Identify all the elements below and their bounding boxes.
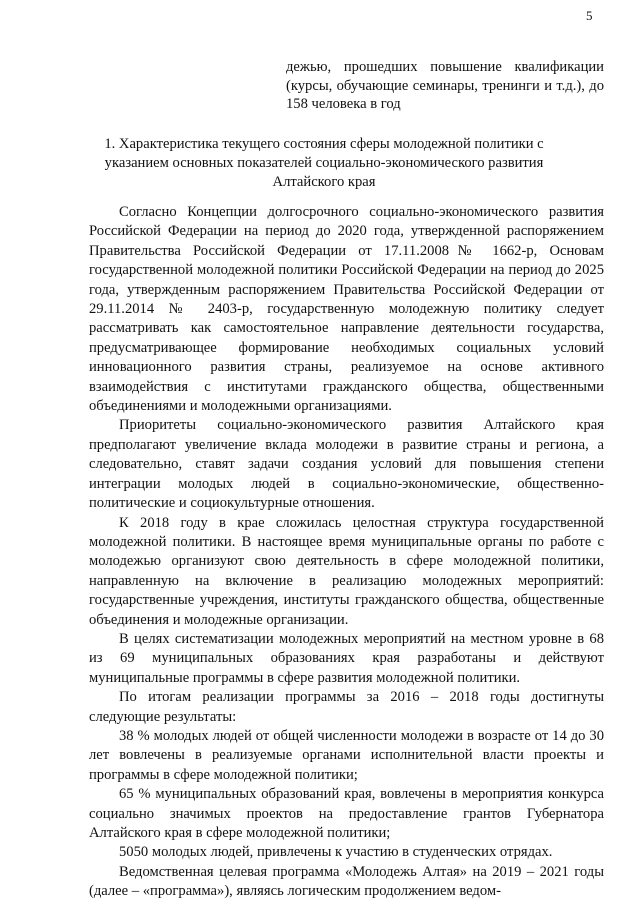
paragraph: К 2018 году в крае сложилась целостная структура государственной молодежной политики. В настоящее время муниципальные органы по работе с молодежью организуют свою деятельность в сфере молодежной политики, направленную на включение в реализацию молодежных мероприятий: государственные учреждения, институты гражданского общества, общественные объединения и молодежные организации. [89, 514, 604, 628]
paragraph: В целях систематизации молодежных мероприятий на местном уровне в 68 из 69 муниципальных образованиях края разработаны и действуют муниципальные программы в сфере развития молодежной политики. [89, 630, 604, 686]
paragraph: 65 % муниципальных образований края, вовлечены в мероприятия конкурса социально значимых проектов на предоставление грантов Губернатора Алтайского края в сфере молодежной политики; [89, 786, 604, 841]
paragraph: По итогам реализации программы за 2016 – 2018 годы достигнуты следующие результаты: [89, 689, 604, 725]
paragraph: Приоритеты социально-экономического развития Алтайского края предполагают увеличение вклада молодежи в развитие страны и региона, а следовательно, ставят задачи создания условий для повышения степени интеграции молодых людей в социально-экономические, общественно-политические и социокультурные отношения. [89, 417, 604, 512]
body-text [89, 203, 604, 902]
paragraph: Ведомственная целевая программа «Молодежь Алтая» на 2019 – 2021 годы (далее – «программа»), являясь логическим продолжением ведом- [89, 863, 604, 900]
paragraph: 38 % молодых людей от общей численности молодежи в возрасте от 14 до 30 лет вовлечены в реализуемые органами исполнительной власти проекты и программы в сфере молодежной политики; [89, 727, 604, 783]
page-number: 5 [586, 8, 593, 23]
section-heading: 1. Характеристика текущего состояния сферы молодежной политики с указанием основных показателей социально-экономического развития Алтайского края [104, 136, 544, 190]
paragraph: Согласно Концепции долгосрочного социально-экономического развития Российской Федерации на период до 2020 года, утвержденной распоряжением Правительства Российской Федерации от 17.11.2008№ 1662-р, Основам государственной молодежной политики Российской Федерации на период до 2025 года, утвержденным распоряжением Правительства Российской Федерации от 29.11.2014 № 2403-р, государственную молодежную политику следует рассматривать как самостоятельное направление деятельности государства, предусматривающее формирование необходимых социальных условий инновационного развития страны, реализуемое на основе активного взаимодействия с институтами гражданского общества, общественными объединениями и молодежными организациями. [89, 204, 604, 415]
continued-text: дежью, прошедших повышение квалификации (курсы, обучающие семинары, тренинги и т.д.), до 158 человека в год [286, 59, 604, 112]
paragraph: 5050 молодых людей, привлечены к участию в студенческих отрядах. [119, 844, 553, 861]
